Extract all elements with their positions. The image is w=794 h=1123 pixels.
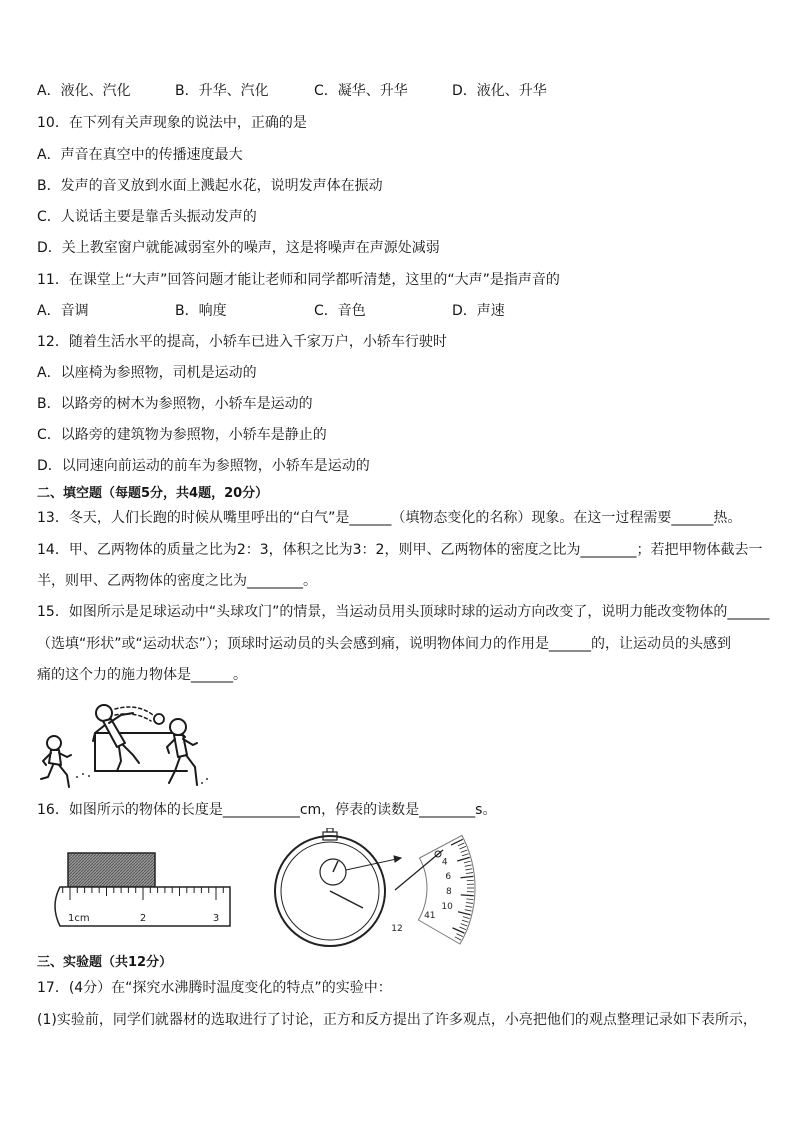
q12-option-b: B．以路旁的树木为参照物，小轿车是运动的	[37, 396, 313, 412]
q14-line-2: 半，则甲、乙两物体的密度之比为________。	[37, 573, 317, 589]
scale-tick	[465, 865, 472, 866]
scale-tick	[461, 850, 468, 852]
q9-option-a: A．液化、汽化	[37, 83, 131, 99]
scale-tick	[464, 861, 471, 863]
scale-tick	[461, 924, 468, 926]
scale-label-8: 8	[446, 887, 452, 897]
ground-dots	[76, 773, 208, 784]
q13-text: 13．冬天，人们长跑的时候从嘴里呼出的“白气”是______（填物态变化的名称）现象。在这一过程需要______热。	[37, 510, 742, 526]
scale-tick	[461, 895, 474, 896]
scale-label-6: 6	[445, 872, 452, 882]
second-hand	[330, 891, 363, 908]
ruler-figure	[48, 848, 232, 930]
scale-tick	[457, 857, 469, 861]
scale-tick	[455, 937, 461, 940]
scale-label-4: 4	[441, 857, 448, 868]
scale-tick	[456, 934, 462, 937]
pointer-arrowhead	[394, 856, 401, 862]
q16-text: 16．如图所示的物体的长度是___________cm，停表的读数是________s。	[37, 802, 497, 818]
scale-tick	[462, 920, 469, 922]
scale-tick	[465, 910, 472, 911]
q9-option-b: B．升华、汽化	[175, 83, 269, 99]
right-player	[167, 719, 197, 785]
section2-heading: 二、填空题（每题5分，共4题，20分）	[37, 486, 269, 501]
q11-option-b: B．响度	[175, 303, 227, 319]
minute-hand	[333, 861, 338, 872]
q15-line-2: （选填“形状”或“运动状态”）；顶球时运动员的头会感到痛，说明物体间力的作用是______的，让运动员的头感到	[37, 636, 732, 652]
q12-option-d: D．以同速向前运动的前车为参照物，小轿车是运动的	[37, 458, 370, 474]
q17-line-1: 17．(4分）在“探究水沸腾时温度变化的特点”的实验中：	[37, 980, 392, 996]
magnified-scale-ticks	[451, 839, 474, 940]
scale-label-41: 41	[424, 911, 436, 921]
goal-frame	[95, 733, 185, 771]
section3-heading: 三、实验题（共12分）	[37, 955, 173, 970]
ruler-label-3: 3	[212, 913, 220, 924]
scale-tick	[466, 873, 473, 874]
q11-option-d: D．声速	[452, 303, 505, 319]
q10-option-d: D．关上教室窗户就能减弱室外的噪声，这是将噪声在声源处减弱	[37, 240, 440, 256]
q15-line-3: 痛的这个力的施力物体是______。	[37, 667, 247, 683]
scale-label-10: 10	[441, 902, 453, 912]
q10-option-a: A．声音在真空中的传播速度最大	[37, 147, 243, 163]
ball-trajectory	[115, 707, 153, 721]
q14-line-1: 14．甲、乙两物体的质量之比为2：3，体积之比为3：2，则甲、乙两物体的密度之比为________；若把甲物体截去一	[37, 542, 763, 558]
q9-option-c: C．凝华、升华	[314, 83, 408, 99]
scale-tick	[460, 876, 473, 877]
stopwatch-figure	[273, 828, 478, 948]
q9-option-d: D．液化、升华	[452, 83, 547, 99]
ruler-label-1cm: 1cm	[68, 913, 90, 924]
scale-tick	[465, 906, 472, 907]
scale-tick	[459, 846, 465, 849]
q15-line-1: 15．如图所示是足球运动中“头球攻门”的情景，当运动员用头顶球时球的运动方向改变了，说明力能改变物体的______	[37, 604, 770, 620]
q12-option-a: A．以座椅为参照物，司机是运动的	[37, 365, 257, 381]
scale-tick	[466, 902, 473, 903]
soccer-header-figure	[37, 697, 232, 797]
scale-tick	[463, 917, 470, 919]
q10-option-b: B．发声的音叉放到水面上溅起水花，说明发声体在振动	[37, 178, 383, 194]
ruler-label-2: 2	[139, 913, 147, 924]
q12-stem: 12．随着生活水平的提高，小轿车已进入千家万户，小轿车行驶时	[37, 334, 447, 350]
scale-tick	[466, 899, 473, 900]
q11-stem: 11．在课堂上“大声”回答问题才能让老师和同学都听清楚，这里的“大声”是指声音的	[37, 272, 560, 288]
q11-option-c: C．音色	[314, 303, 366, 319]
scale-tick	[458, 843, 464, 846]
scale-label-12: 12	[391, 924, 403, 934]
scale-tick	[465, 869, 472, 870]
scale-tick	[462, 854, 469, 856]
q10-stem: 10．在下列有关声现象的说法中，正确的是	[37, 115, 307, 131]
q11-option-a: A．音调	[37, 303, 89, 319]
q12-option-c: C．以路旁的建筑物为参照物，小轿车是静止的	[37, 427, 327, 443]
scale-tick	[459, 927, 465, 930]
q17-line-2: (1)实验前，同学们就器材的选取进行了讨论，正方和反方提出了许多观点，小亮把他们的观点整理记录如下表所示，	[37, 1012, 757, 1028]
left-runner	[41, 736, 71, 787]
q10-option-c: C．人说话主要是靠舌头振动发声的	[37, 209, 257, 225]
measured-block	[68, 853, 155, 887]
soccer-ball	[154, 714, 164, 724]
scale-tick	[458, 912, 471, 915]
